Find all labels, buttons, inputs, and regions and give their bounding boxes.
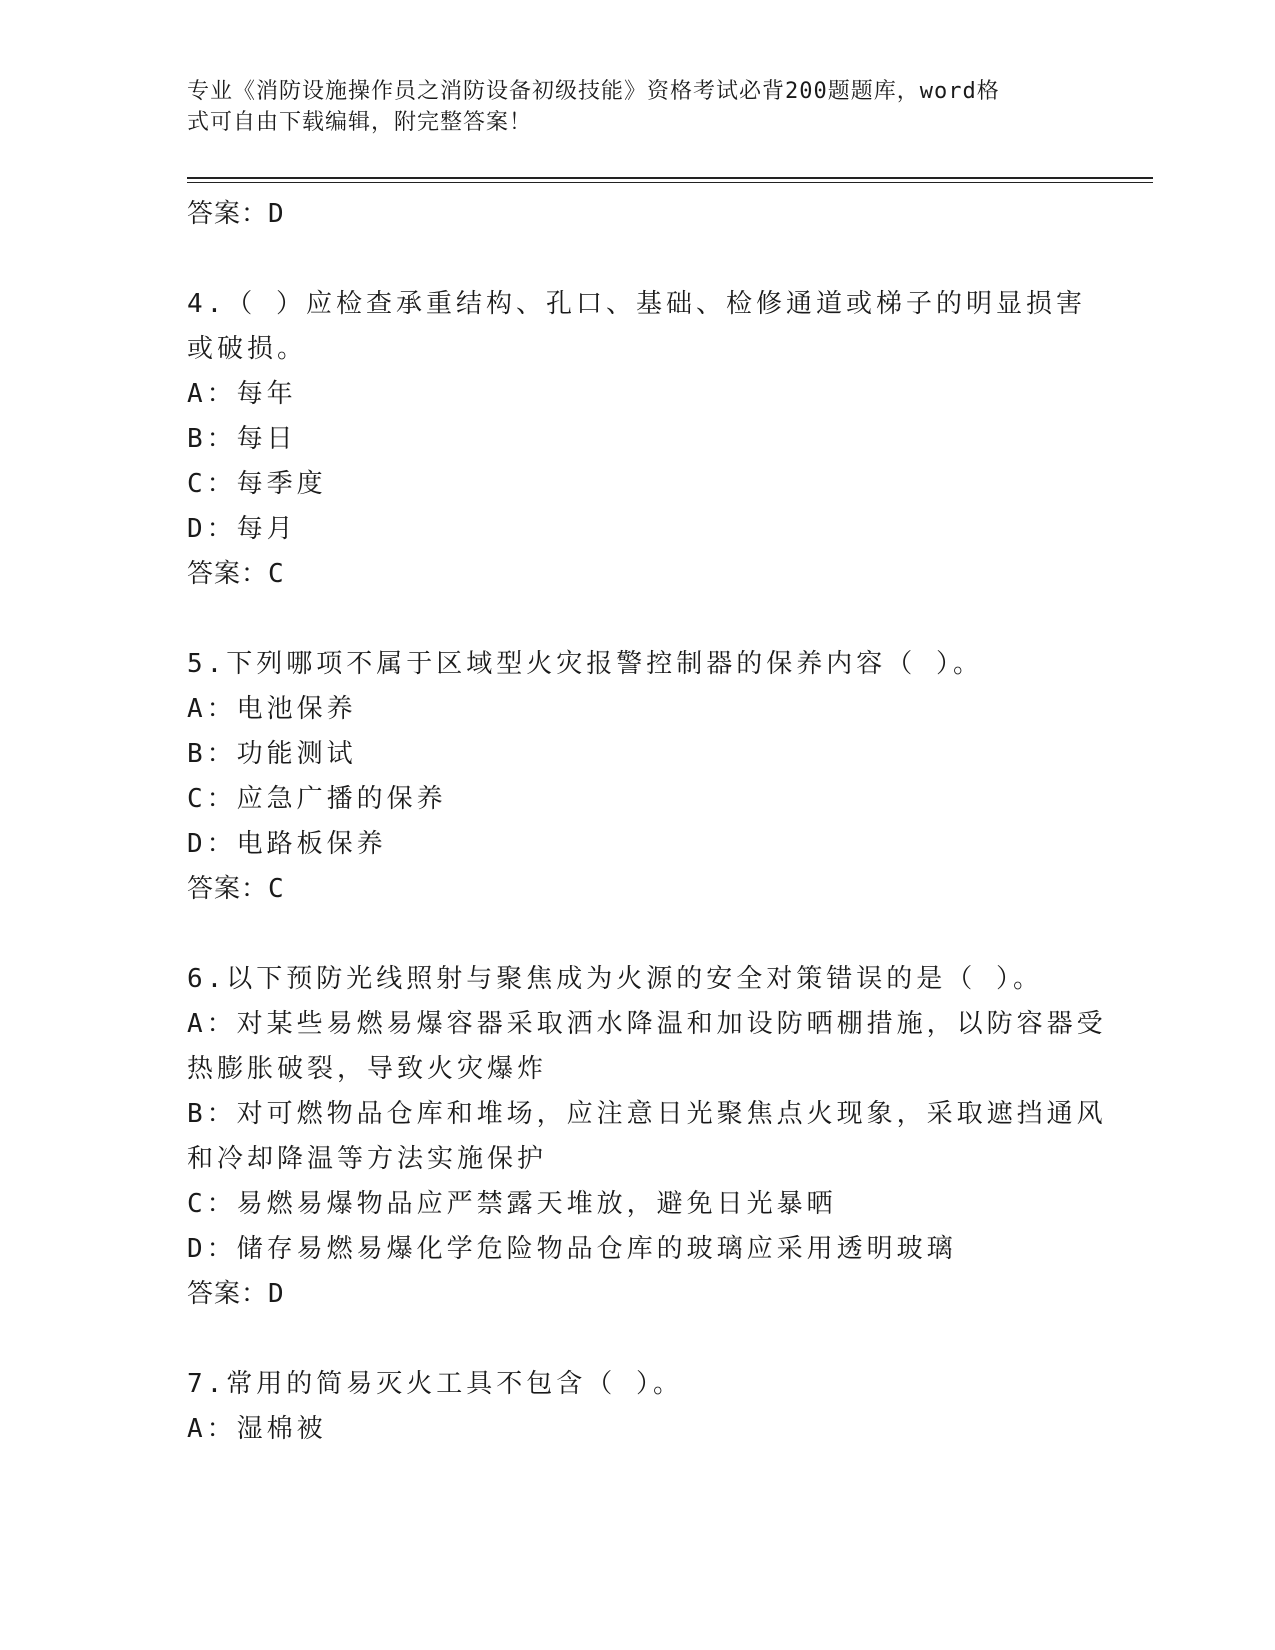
option-b: B：对可燃物品仓库和堆场，应注意日光聚焦点火现象，采取遮挡通风: [187, 1099, 1107, 1129]
question-stem: 6.以下预防光线照射与聚焦成为火源的安全对策错误的是（ ）。: [187, 964, 1043, 994]
question-stem: 4.（ ）应检查承重结构、孔口、基础、检修通道或梯子的明显损害: [187, 289, 1086, 319]
question-4: [187, 282, 1087, 597]
question-6: [187, 957, 1107, 1317]
answer: 答案：C: [187, 559, 285, 589]
option-c: C：每季度: [187, 469, 327, 499]
spacer: [187, 237, 1087, 282]
document-header: [187, 76, 1067, 138]
header-divider-thin: [187, 182, 1153, 183]
option-a: A：对某些易燃易爆容器采取洒水降温和加设防晒棚措施，以防容器受: [187, 1009, 1107, 1039]
option-a-continued: 热膨胀破裂，导致火灾爆炸: [187, 1054, 548, 1084]
option-b: B：功能测试: [187, 739, 357, 769]
header-line-2: 式可自由下载编辑，附完整答案！: [187, 110, 533, 135]
option-a: A：湿棉被: [187, 1414, 327, 1444]
question-list: [187, 192, 1107, 1452]
option-b: B：每日: [187, 424, 297, 454]
question-stem: 7.常用的简易灭火工具不包含（ ）。: [187, 1369, 683, 1399]
spacer: [187, 597, 1087, 642]
option-d: D：储存易燃易爆化学危险物品仓库的玻璃应采用透明玻璃: [187, 1234, 957, 1264]
answer: 答案：D: [187, 1279, 285, 1309]
question-5: [187, 642, 1087, 912]
option-d: D：每月: [187, 514, 297, 544]
option-c: C：易燃易爆物品应严禁露天堆放，避免日光暴晒: [187, 1189, 837, 1219]
answer-q3: 答案：D: [187, 199, 285, 229]
option-a: A：电池保养: [187, 694, 357, 724]
option-c: C：应急广播的保养: [187, 784, 447, 814]
header-line-1: 专业《消防设施操作员之消防设备初级技能》资格考试必背200题题库，word格: [187, 79, 1000, 104]
option-b-continued: 和冷却降温等方法实施保护: [187, 1144, 548, 1174]
option-d: D：电路板保养: [187, 829, 387, 859]
question-stem: 5.下列哪项不属于区域型火灾报警控制器的保养内容（ ）。: [187, 649, 983, 679]
answer: 答案：C: [187, 874, 285, 904]
spacer: [187, 912, 1087, 957]
option-a: A：每年: [187, 379, 297, 409]
header-divider-thick: [187, 177, 1153, 179]
spacer: [187, 1317, 1087, 1362]
question-7: [187, 1362, 1087, 1452]
question-stem-continued: 或破损。: [187, 334, 308, 364]
